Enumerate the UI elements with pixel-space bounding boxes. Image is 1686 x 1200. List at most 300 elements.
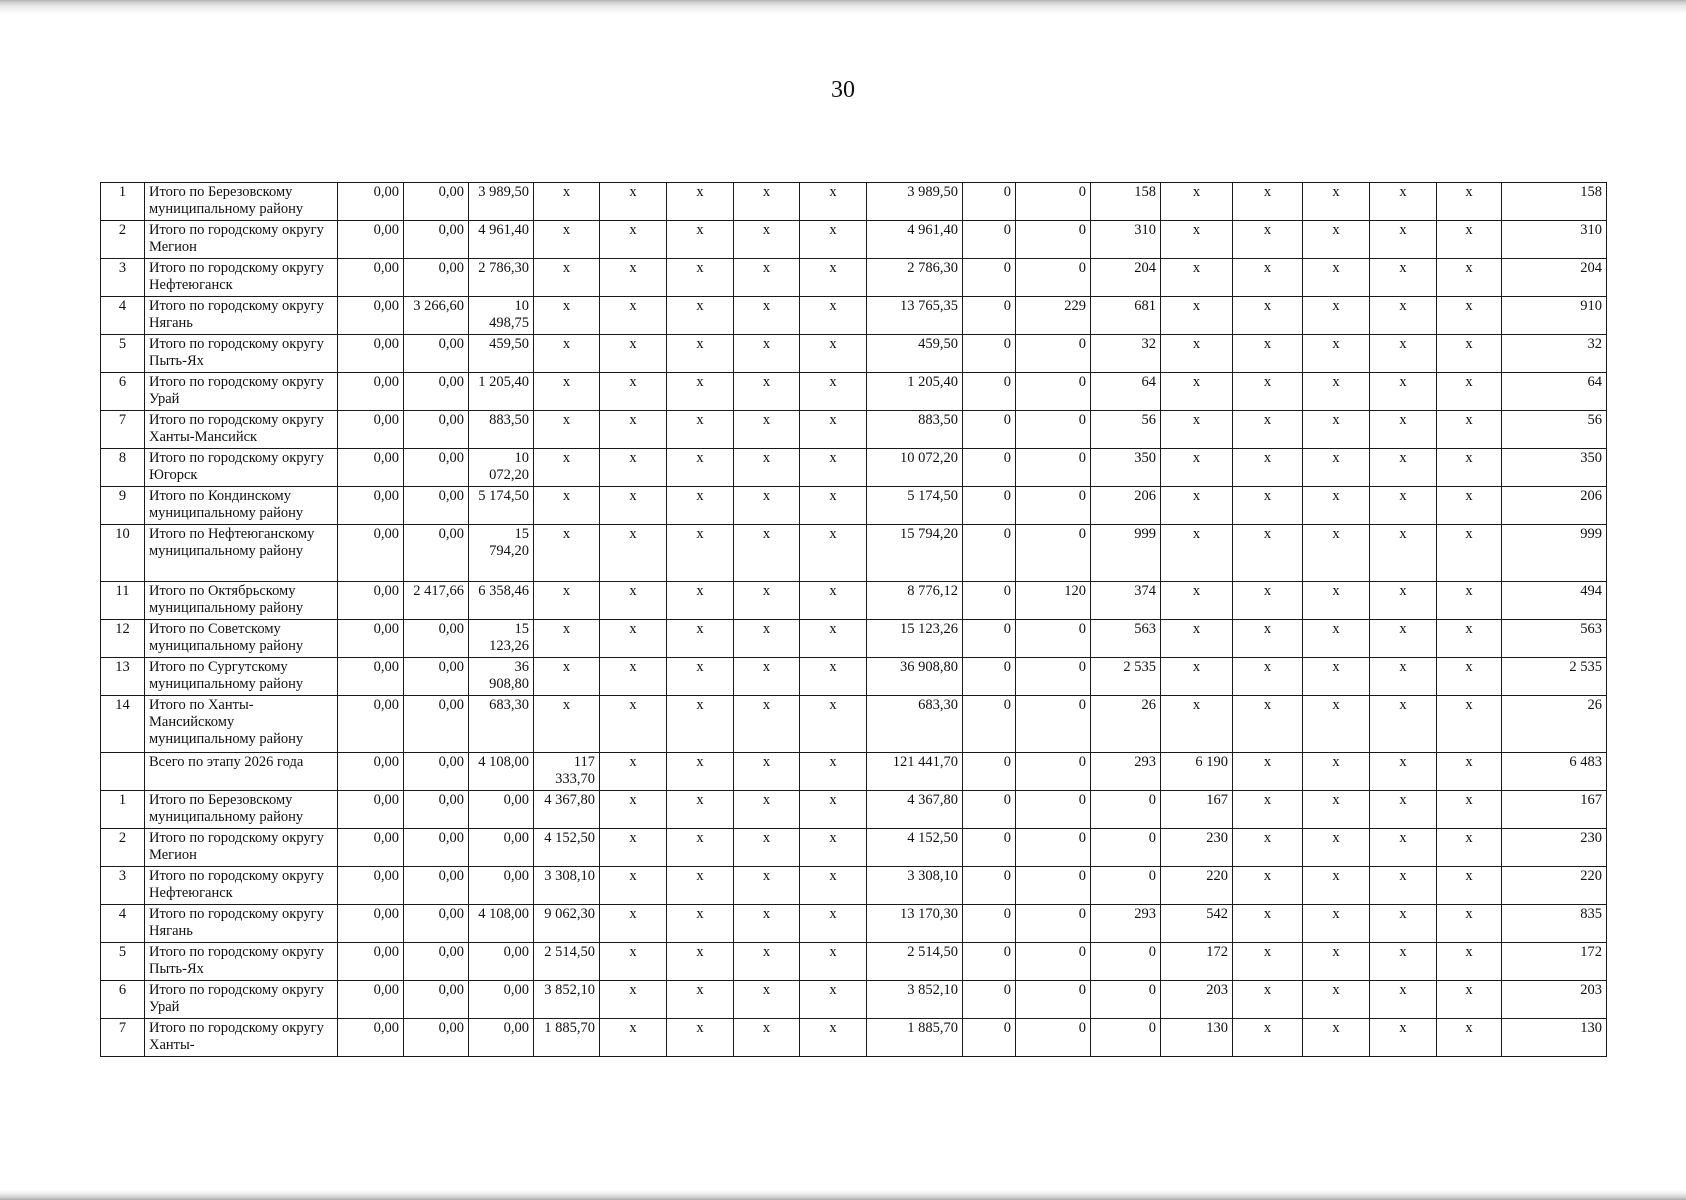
value-cell-c8: x (800, 981, 867, 1019)
value-cell-c14: x (1233, 259, 1303, 297)
value-cell-c5: x (600, 753, 667, 791)
value-cell-c8: x (800, 525, 867, 582)
value-cell-c5: x (600, 259, 667, 297)
value-cell-c5: x (600, 658, 667, 696)
value-cell-c7: x (734, 981, 800, 1019)
value-cell-c8: x (800, 696, 867, 753)
value-cell-c10: 0 (963, 335, 1016, 373)
value-cell-c10: 0 (963, 981, 1016, 1019)
value-cell-c6: x (667, 582, 734, 620)
territory-name-cell: Итого по Березовскому муниципальному району (145, 791, 338, 829)
value-cell-c18: 230 (1502, 829, 1607, 867)
value-cell-c1: 0,00 (338, 753, 404, 791)
table-row (101, 791, 1607, 829)
value-cell-c18: 26 (1502, 696, 1607, 753)
value-cell-c5: x (600, 1019, 667, 1057)
value-cell-c4: x (534, 449, 600, 487)
table-row (101, 525, 1607, 582)
value-cell-c16: x (1370, 753, 1437, 791)
value-cell-c9: 2 514,50 (867, 943, 963, 981)
value-cell-c7: x (734, 1019, 800, 1057)
value-cell-c13: x (1161, 487, 1233, 525)
value-cell-c3: 10 498,75 (469, 297, 534, 335)
value-cell-c6: x (667, 335, 734, 373)
value-cell-c17: x (1437, 183, 1502, 221)
row-number-cell: 14 (101, 696, 145, 753)
value-cell-c1: 0,00 (338, 1019, 404, 1057)
value-cell-c13: 130 (1161, 1019, 1233, 1057)
value-cell-c15: x (1303, 981, 1370, 1019)
value-cell-c16: x (1370, 943, 1437, 981)
value-cell-c8: x (800, 221, 867, 259)
table-row (101, 981, 1607, 1019)
value-cell-c1: 0,00 (338, 905, 404, 943)
value-cell-c14: x (1233, 620, 1303, 658)
value-cell-c14: x (1233, 335, 1303, 373)
value-cell-c1: 0,00 (338, 696, 404, 753)
value-cell-c7: x (734, 582, 800, 620)
value-cell-c18: 220 (1502, 867, 1607, 905)
value-cell-c6: x (667, 487, 734, 525)
value-cell-c18: 204 (1502, 259, 1607, 297)
value-cell-c15: x (1303, 582, 1370, 620)
value-cell-c12: 0 (1091, 943, 1161, 981)
value-cell-c13: 6 190 (1161, 753, 1233, 791)
value-cell-c1: 0,00 (338, 582, 404, 620)
row-number-cell: 9 (101, 487, 145, 525)
value-cell-c12: 350 (1091, 449, 1161, 487)
value-cell-c5: x (600, 335, 667, 373)
value-cell-c18: 167 (1502, 791, 1607, 829)
value-cell-c7: x (734, 620, 800, 658)
value-cell-c2: 0,00 (404, 791, 469, 829)
row-number-cell: 1 (101, 183, 145, 221)
value-cell-c5: x (600, 791, 667, 829)
value-cell-c3: 1 205,40 (469, 373, 534, 411)
table-row (101, 297, 1607, 335)
value-cell-c6: x (667, 183, 734, 221)
value-cell-c7: x (734, 335, 800, 373)
value-cell-c7: x (734, 658, 800, 696)
value-cell-c13: x (1161, 658, 1233, 696)
value-cell-c7: x (734, 183, 800, 221)
value-cell-c4: x (534, 335, 600, 373)
value-cell-c13: x (1161, 335, 1233, 373)
value-cell-c2: 0,00 (404, 183, 469, 221)
value-cell-c3: 10 072,20 (469, 449, 534, 487)
value-cell-c7: x (734, 525, 800, 582)
value-cell-c16: x (1370, 1019, 1437, 1057)
value-cell-c14: x (1233, 867, 1303, 905)
value-cell-c3: 883,50 (469, 411, 534, 449)
value-cell-c4: 4 367,80 (534, 791, 600, 829)
value-cell-c13: x (1161, 411, 1233, 449)
value-cell-c18: 64 (1502, 373, 1607, 411)
value-cell-c4: 117 333,70 (534, 753, 600, 791)
scan-edge-bottom (0, 1190, 1686, 1200)
value-cell-c13: 230 (1161, 829, 1233, 867)
value-cell-c15: x (1303, 753, 1370, 791)
value-cell-c6: x (667, 297, 734, 335)
value-cell-c1: 0,00 (338, 221, 404, 259)
row-number-cell: 4 (101, 297, 145, 335)
value-cell-c12: 204 (1091, 259, 1161, 297)
value-cell-c9: 10 072,20 (867, 449, 963, 487)
value-cell-c10: 0 (963, 829, 1016, 867)
value-cell-c15: x (1303, 525, 1370, 582)
value-cell-c3: 15 123,26 (469, 620, 534, 658)
value-cell-c16: x (1370, 525, 1437, 582)
value-cell-c10: 0 (963, 221, 1016, 259)
value-cell-c2: 3 266,60 (404, 297, 469, 335)
value-cell-c7: x (734, 696, 800, 753)
value-cell-c12: 0 (1091, 791, 1161, 829)
value-cell-c14: x (1233, 943, 1303, 981)
value-cell-c1: 0,00 (338, 183, 404, 221)
territory-name-cell: Итого по городскому округу Ханты-Мансийск (145, 411, 338, 449)
territory-name-cell: Итого по Советскому муниципальному району (145, 620, 338, 658)
value-cell-c10: 0 (963, 259, 1016, 297)
value-cell-c10: 0 (963, 449, 1016, 487)
value-cell-c10: 0 (963, 411, 1016, 449)
table-row (101, 411, 1607, 449)
value-cell-c13: x (1161, 449, 1233, 487)
value-cell-c2: 0,00 (404, 829, 469, 867)
value-cell-c18: 32 (1502, 335, 1607, 373)
value-cell-c16: x (1370, 696, 1437, 753)
value-cell-c3: 0,00 (469, 981, 534, 1019)
value-cell-c2: 0,00 (404, 487, 469, 525)
value-cell-c10: 0 (963, 867, 1016, 905)
value-cell-c7: x (734, 259, 800, 297)
value-cell-c5: x (600, 867, 667, 905)
value-cell-c14: x (1233, 582, 1303, 620)
value-cell-c12: 374 (1091, 582, 1161, 620)
value-cell-c14: x (1233, 791, 1303, 829)
value-cell-c3: 0,00 (469, 1019, 534, 1057)
value-cell-c7: x (734, 905, 800, 943)
territory-name-cell: Итого по городскому округу Нягань (145, 297, 338, 335)
value-cell-c7: x (734, 791, 800, 829)
table-row (101, 829, 1607, 867)
value-cell-c10: 0 (963, 582, 1016, 620)
value-cell-c1: 0,00 (338, 981, 404, 1019)
value-cell-c8: x (800, 183, 867, 221)
value-cell-c12: 0 (1091, 981, 1161, 1019)
value-cell-c11: 0 (1016, 753, 1091, 791)
territory-name-cell: Итого по городскому округу Нефтеюганск (145, 867, 338, 905)
value-cell-c2: 2 417,66 (404, 582, 469, 620)
value-cell-c10: 0 (963, 487, 1016, 525)
value-cell-c18: 310 (1502, 221, 1607, 259)
value-cell-c4: x (534, 297, 600, 335)
value-cell-c5: x (600, 221, 667, 259)
value-cell-c14: x (1233, 696, 1303, 753)
value-cell-c16: x (1370, 297, 1437, 335)
value-cell-c1: 0,00 (338, 943, 404, 981)
value-cell-c11: 0 (1016, 981, 1091, 1019)
value-cell-c14: x (1233, 487, 1303, 525)
territory-name-cell: Итого по Октябрьскому муниципальному району (145, 582, 338, 620)
value-cell-c5: x (600, 411, 667, 449)
value-cell-c16: x (1370, 373, 1437, 411)
value-cell-c9: 1 205,40 (867, 373, 963, 411)
value-cell-c3: 0,00 (469, 943, 534, 981)
value-cell-c4: 3 308,10 (534, 867, 600, 905)
value-cell-c6: x (667, 867, 734, 905)
value-cell-c4: x (534, 620, 600, 658)
value-cell-c12: 56 (1091, 411, 1161, 449)
value-cell-c14: x (1233, 905, 1303, 943)
row-number-cell: 12 (101, 620, 145, 658)
table-row (101, 221, 1607, 259)
value-cell-c5: x (600, 373, 667, 411)
value-cell-c12: 293 (1091, 905, 1161, 943)
value-cell-c18: 563 (1502, 620, 1607, 658)
value-cell-c17: x (1437, 943, 1502, 981)
value-cell-c13: x (1161, 183, 1233, 221)
table-row (101, 487, 1607, 525)
value-cell-c13: x (1161, 696, 1233, 753)
value-cell-c9: 13 765,35 (867, 297, 963, 335)
value-cell-c14: x (1233, 525, 1303, 582)
value-cell-c16: x (1370, 620, 1437, 658)
value-cell-c9: 883,50 (867, 411, 963, 449)
row-number-cell: 8 (101, 449, 145, 487)
value-cell-c10: 0 (963, 753, 1016, 791)
table-row (101, 582, 1607, 620)
value-cell-c16: x (1370, 259, 1437, 297)
value-cell-c12: 32 (1091, 335, 1161, 373)
value-cell-c4: x (534, 696, 600, 753)
table-row (101, 620, 1607, 658)
value-cell-c11: 0 (1016, 335, 1091, 373)
page-number: 30 (831, 77, 855, 103)
value-cell-c9: 121 441,70 (867, 753, 963, 791)
value-cell-c17: x (1437, 335, 1502, 373)
territory-name-cell: Итого по Кондинскому муниципальному району (145, 487, 338, 525)
value-cell-c9: 4 152,50 (867, 829, 963, 867)
row-number-cell: 5 (101, 943, 145, 981)
row-number-cell: 2 (101, 221, 145, 259)
value-cell-c12: 158 (1091, 183, 1161, 221)
value-cell-c4: x (534, 221, 600, 259)
value-cell-c3: 0,00 (469, 867, 534, 905)
territory-name-cell: Итого по городскому округу Урай (145, 981, 338, 1019)
value-cell-c9: 683,30 (867, 696, 963, 753)
value-cell-c2: 0,00 (404, 620, 469, 658)
value-cell-c3: 2 786,30 (469, 259, 534, 297)
value-cell-c1: 0,00 (338, 658, 404, 696)
value-cell-c13: 203 (1161, 981, 1233, 1019)
value-cell-c14: x (1233, 297, 1303, 335)
value-cell-c10: 0 (963, 905, 1016, 943)
value-cell-c11: 0 (1016, 620, 1091, 658)
value-cell-c15: x (1303, 221, 1370, 259)
row-number-cell: 11 (101, 582, 145, 620)
value-cell-c17: x (1437, 658, 1502, 696)
value-cell-c6: x (667, 943, 734, 981)
value-cell-c1: 0,00 (338, 335, 404, 373)
table-row (101, 449, 1607, 487)
value-cell-c13: x (1161, 525, 1233, 582)
value-cell-c6: x (667, 753, 734, 791)
value-cell-c9: 2 786,30 (867, 259, 963, 297)
value-cell-c9: 4 961,40 (867, 221, 963, 259)
value-cell-c8: x (800, 335, 867, 373)
value-cell-c10: 0 (963, 525, 1016, 582)
value-cell-c11: 0 (1016, 829, 1091, 867)
value-cell-c16: x (1370, 658, 1437, 696)
value-cell-c2: 0,00 (404, 525, 469, 582)
value-cell-c6: x (667, 373, 734, 411)
value-cell-c17: x (1437, 297, 1502, 335)
value-cell-c17: x (1437, 867, 1502, 905)
value-cell-c8: x (800, 449, 867, 487)
value-cell-c3: 0,00 (469, 791, 534, 829)
value-cell-c9: 8 776,12 (867, 582, 963, 620)
value-cell-c18: 350 (1502, 449, 1607, 487)
value-cell-c16: x (1370, 981, 1437, 1019)
value-cell-c2: 0,00 (404, 943, 469, 981)
value-cell-c2: 0,00 (404, 867, 469, 905)
value-cell-c16: x (1370, 411, 1437, 449)
value-cell-c9: 1 885,70 (867, 1019, 963, 1057)
value-cell-c4: x (534, 373, 600, 411)
value-cell-c18: 910 (1502, 297, 1607, 335)
value-cell-c4: x (534, 582, 600, 620)
value-cell-c6: x (667, 696, 734, 753)
row-number-cell: 3 (101, 259, 145, 297)
value-cell-c8: x (800, 411, 867, 449)
value-cell-c7: x (734, 753, 800, 791)
value-cell-c6: x (667, 658, 734, 696)
territory-name-cell: Итого по городскому округу Ханты- (145, 1019, 338, 1057)
value-cell-c11: 0 (1016, 373, 1091, 411)
value-cell-c9: 3 308,10 (867, 867, 963, 905)
value-cell-c2: 0,00 (404, 905, 469, 943)
value-cell-c7: x (734, 411, 800, 449)
value-cell-c9: 15 123,26 (867, 620, 963, 658)
value-cell-c2: 0,00 (404, 449, 469, 487)
value-cell-c14: x (1233, 1019, 1303, 1057)
value-cell-c5: x (600, 620, 667, 658)
value-cell-c1: 0,00 (338, 449, 404, 487)
value-cell-c16: x (1370, 487, 1437, 525)
value-cell-c15: x (1303, 620, 1370, 658)
value-cell-c17: x (1437, 620, 1502, 658)
value-cell-c11: 0 (1016, 943, 1091, 981)
value-cell-c18: 56 (1502, 411, 1607, 449)
table-row (101, 867, 1607, 905)
value-cell-c14: x (1233, 411, 1303, 449)
value-cell-c2: 0,00 (404, 335, 469, 373)
value-cell-c16: x (1370, 449, 1437, 487)
value-cell-c6: x (667, 791, 734, 829)
row-number-cell: 7 (101, 1019, 145, 1057)
value-cell-c3: 3 989,50 (469, 183, 534, 221)
table-row (101, 183, 1607, 221)
territory-name-cell: Итого по Сургутскому муниципальному району (145, 658, 338, 696)
value-cell-c2: 0,00 (404, 221, 469, 259)
value-cell-c11: 0 (1016, 411, 1091, 449)
value-cell-c4: x (534, 411, 600, 449)
value-cell-c8: x (800, 620, 867, 658)
value-cell-c8: x (800, 829, 867, 867)
value-cell-c15: x (1303, 867, 1370, 905)
value-cell-c5: x (600, 829, 667, 867)
value-cell-c8: x (800, 1019, 867, 1057)
value-cell-c4: 1 885,70 (534, 1019, 600, 1057)
data-table (100, 182, 1607, 1057)
value-cell-c1: 0,00 (338, 620, 404, 658)
value-cell-c11: 0 (1016, 487, 1091, 525)
row-number-cell (101, 753, 145, 791)
value-cell-c3: 4 108,00 (469, 753, 534, 791)
value-cell-c17: x (1437, 221, 1502, 259)
territory-name-cell: Итого по Нефтеюганскому муниципальному району (145, 525, 338, 582)
value-cell-c11: 0 (1016, 525, 1091, 582)
value-cell-c11: 0 (1016, 867, 1091, 905)
value-cell-c8: x (800, 487, 867, 525)
value-cell-c11: 0 (1016, 696, 1091, 753)
territory-name-cell: Итого по городскому округу Нефтеюганск (145, 259, 338, 297)
value-cell-c17: x (1437, 411, 1502, 449)
table-row (101, 1019, 1607, 1057)
table-row (101, 335, 1607, 373)
value-cell-c17: x (1437, 259, 1502, 297)
value-cell-c15: x (1303, 905, 1370, 943)
value-cell-c7: x (734, 943, 800, 981)
value-cell-c10: 0 (963, 943, 1016, 981)
value-cell-c11: 0 (1016, 905, 1091, 943)
value-cell-c15: x (1303, 487, 1370, 525)
value-cell-c11: 0 (1016, 1019, 1091, 1057)
value-cell-c13: x (1161, 221, 1233, 259)
value-cell-c7: x (734, 829, 800, 867)
value-cell-c18: 203 (1502, 981, 1607, 1019)
territory-name-cell: Итого по Ханты-Мансийскому муниципальному району (145, 696, 338, 753)
territory-name-cell: Итого по Березовскому муниципальному району (145, 183, 338, 221)
value-cell-c7: x (734, 867, 800, 905)
value-cell-c15: x (1303, 259, 1370, 297)
value-cell-c18: 835 (1502, 905, 1607, 943)
value-cell-c4: x (534, 487, 600, 525)
value-cell-c8: x (800, 791, 867, 829)
value-cell-c4: x (534, 658, 600, 696)
value-cell-c4: 2 514,50 (534, 943, 600, 981)
value-cell-c3: 683,30 (469, 696, 534, 753)
value-cell-c17: x (1437, 696, 1502, 753)
value-cell-c1: 0,00 (338, 829, 404, 867)
territory-name-cell: Итого по городскому округу Пыть-Ях (145, 335, 338, 373)
value-cell-c3: 4 961,40 (469, 221, 534, 259)
value-cell-c17: x (1437, 1019, 1502, 1057)
value-cell-c16: x (1370, 335, 1437, 373)
value-cell-c17: x (1437, 449, 1502, 487)
value-cell-c5: x (600, 582, 667, 620)
value-cell-c13: 172 (1161, 943, 1233, 981)
value-cell-c2: 0,00 (404, 411, 469, 449)
value-cell-c1: 0,00 (338, 259, 404, 297)
value-cell-c5: x (600, 525, 667, 582)
table-row (101, 658, 1607, 696)
value-cell-c18: 172 (1502, 943, 1607, 981)
value-cell-c17: x (1437, 905, 1502, 943)
table-row (101, 943, 1607, 981)
value-cell-c4: x (534, 183, 600, 221)
value-cell-c17: x (1437, 791, 1502, 829)
